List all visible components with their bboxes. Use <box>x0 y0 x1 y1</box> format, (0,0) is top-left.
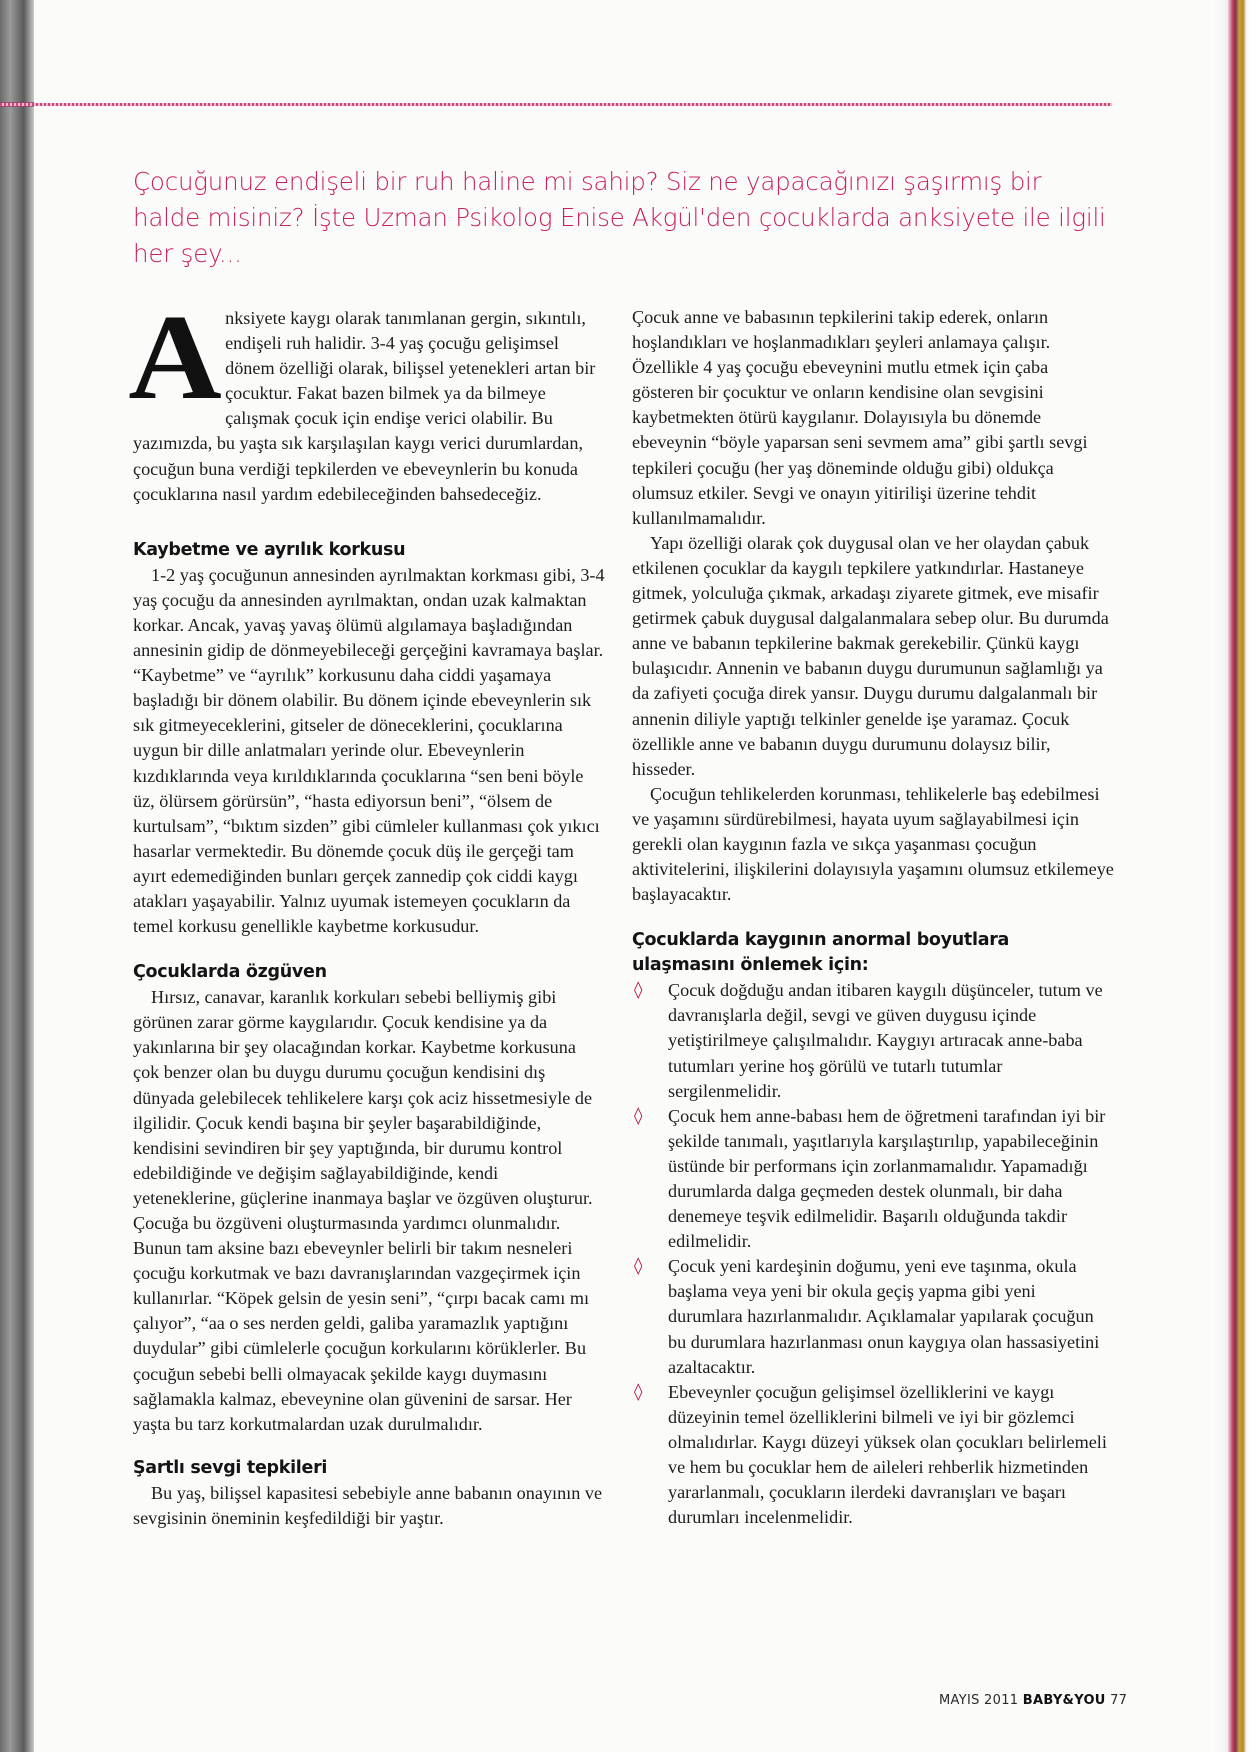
tip-text: Çocuk yeni kardeşinin doğumu, yeni eve taşınma, okula başlama veya yeni bir okula geçiş yapma gibi yeni durumlara hazırlanmalıdır. Açıklamalar yapılarak çocuğun bu durumlara hazırlanması onun kaygıya olan hassasiyetini azaltacaktır. <box>668 1256 1100 1377</box>
body-paragraph: Çocuğun tehlikelerden korunması, tehlikelerle baş edebilmesi ve yaşamını sürdürebilmesi, hayata uyum sağlayabilmesi için gerekli olan kaygının fazla ve sıkça yaşanması çocuğun aktivitelerini, ilişkilerini dolayısıyla yaşamını olumsuz etkilemeye başlayacaktır. <box>632 783 1114 905</box>
body-paragraph: Yapı özelliği olarak çok duygusal olan ve her olaydan çabuk etkilenen çocuklar da kaygılı tepkilere yatkındırlar. Hastaneye gitmek, yolculuğa çıkmak, arkadaşı ziyarete gitmek, eve misafir getirmek çabuk duygusal dalgalanmalara sebep olur. Bu durumda anne ve babanın tepkilerine bakmak gerekebilir. Çünkü kaygı bulaşıcıdır. Annenin ve babanın duygu durumunun sağlamlığı ya da zafiyeti çocuğa direk yansır. Duygu durumu dalgalanmalı bir annenin diliyle yaptığı telkinler genelde işe yaramaz. Çocuk özellikle anne ve babanın duygu durumunu dolaysız bilir, hisseder. <box>632 532 1109 779</box>
section-paragraph: Hırsız, canavar, karanlık korkuları sebebi belliymiş gibi görünen zarar görme kaygılarıdır. Çocuk kendisine ya da yakınlarına bir şey olacağından korkar. Kaybetme korkusuna çok benzer olan bu duygu durumu çocuğun kendisini dış dünyada gelebilecek tehlikelere karşı çok aciz hissetmesiyle de ilgilidir. Çocuk kendi başına bir şeyler başarabildiğinde, kendisini sevindiren bir şey yaptığında, bir durumu kontrol edebildiğinde ve değişim sağlayabildiğinde, kendi yeteneklerine, güçlerine inanmaya başlar ve özgüven oluşturur. Çocuğa bu özgüveni oluşturmasında yardımcı olunmalıdır. Bunun tam aksine bazı ebeveynler belirli bir takım nesneleri çocuğu korkutmak ve bazı davranışlarından vazgeçirmek için kullanırlar. “Köpek gelsin de yesin seni”, “çırpı bacak camı mı çalıyor”, “aa o ses nerden geldi, galiba yaramazlık yaptığını duydular” gibi cümlelerle çocuğun korkularını körüklerler. Bu çocuğun sebebi belli olmayacak şekilde kaygı duymasını sağlamakla kalmaz, ebeveynine olan güvenini de sarsar. Her yaşta bu tarz korkutmalardan uzak durulmalıdır. <box>133 987 593 1434</box>
spacer <box>632 907 1114 928</box>
left-column <box>128 290 605 1531</box>
spacer <box>133 1437 605 1456</box>
drop-cap: A <box>128 290 222 425</box>
right-column <box>632 305 1114 1530</box>
section-heading-kaybetme: Kaybetme ve ayrılık korkusu <box>133 539 406 560</box>
section-heading-ozguven: Çocuklarda özgüven <box>133 962 327 983</box>
page-footer <box>939 1693 1127 1708</box>
spacer <box>133 507 605 538</box>
diamond-bullet-icon: ◊ <box>634 1381 643 1402</box>
tip-item <box>632 1380 1114 1531</box>
page-number: 77 <box>1110 1693 1128 1708</box>
section-heading-sartli-sevgi: Şartlı sevgi tepkileri <box>133 1457 328 1478</box>
tip-text: Çocuk hem anne-babası hem de öğretmeni tarafından iyi bir şekilde tanımalı, yaşıtlarıyla karşılaştırılıp, yapabileceğinin üstünde bir performans için zorlanmamalıdır. Yapamadığı durumlarda dalga geçmeden destek olunmalı, bir daha denemeye teşvik edilmelidir. Başarılı olduğunda takdir edilmelidir. <box>668 1105 1106 1252</box>
body-paragraph: Çocuk anne ve babasının tepkilerini takip ederek, onların hoşlandıkları ve hoşlanmadıkları şeyleri anlamaya çalışır. Özellikle 4 yaş çocuğu ebeveynini mutlu etmek için çaba gösteren bir çocuktur ve onların kendisine olan sevgisini kaybetmekten ötürü kaygılanır. Dolayısıyla bu dönemde ebeveynin “böyle yaparsan seni sevmem ama” gibi şartlı sevgi tepkileri çocuğu (her yaş döneminde olduğu gibi) oldukça olumsuz etkiler. Sevgi ve onayın yitirilişi üzerine tehdit kullanılmamalıdır. <box>632 307 1088 528</box>
tips-list <box>632 978 1114 1530</box>
tip-item <box>632 1104 1114 1255</box>
diamond-bullet-icon: ◊ <box>634 1256 643 1277</box>
article-deck: Çocuğunuz endişeli bir ruh haline mi sahip? Siz ne yapacağınızı şaşırmış bir halde misiniz? İşte Uzman Psikolog Enise Akgül'den çocuklarda anksiyete ile ilgili her şey... <box>133 167 1106 268</box>
page-binding-shadow <box>0 0 34 1752</box>
tip-text: Ebeveynler çocuğun gelişimsel özelliklerini ve kaygı düzeyinin temel özelliklerini bilmeli ve iyi bir gözlemci olmalıdırlar. Kaygı düzeyi yüksek olan çocukları belirlemeli ve hem bu çocuklar hem de aileleri rehberlik hizmetinden yararlanmalı, çocukların ilerdeki davranışları ve başarı durumları incelenmelidir. <box>668 1381 1107 1528</box>
section-paragraph: Bu yaş, bilişsel kapasitesi sebebiyle anne babanın onayının ve sevgisinin öneminin keşfedildiği bir yaştır. <box>133 1482 603 1528</box>
tip-item <box>632 1254 1114 1379</box>
intro-text: nksiyete kaygı olarak tanımlanan gergin, sıkıntılı, endişeli ruh halidir. 3-4 yaş çocuğu gelişimsel dönem özelliği olarak, bilişsel yetenekleri artan bir çocuktur. Fakat bazen bilmek ya da bilmeye çalışmak çocuk için endişe verici olabilir. Bu yazımızda, bu yaşta sık karşılaşılan kaygı verici durumlardan, çocuğun buna verdiği tepkilerden ve ebeveynlerin bu konuda çocuklarına nasıl yardım edebileceğinden bahsedeceğiz. <box>133 308 596 504</box>
header-rule <box>0 103 1112 106</box>
issue-date: MAYIS 2011 <box>939 1693 1019 1708</box>
section-paragraph: 1-2 yaş çocuğunun annesinden ayrılmaktan korkması gibi, 3-4 yaş çocuğu da annesinden ayrılmaktan, ondan uzak kalmaktan korkar. Ancak, yavaş yavaş ölümü algılamaya başladığından annesinin gidip de dönmeyebileceği gerçeğini kavramaya başlar. “Kaybetme” ve “ayrılık” korkusunu daha ciddi yaşamaya başladığı bir dönem olabilir. Bu dönem içinde ebeveynlerin sık sık gitmeyeceklerini, gitseler de döneceklerini, çocuklarına uygun bir dille anlatmaları yerinde olur. Ebeveynlerin kızdıklarında veya kırıldıklarında çocuklarına “sen beni böyle üz, ölürsem görürsün”, “hasta ediyorsun beni”, “ölsem de kurtulsam”, “bıktım sizden” gibi cümleler kullanması çok yıkıcı hasarlar vermektedir. Bu dönemde çocuk düş ile gerçeği tam ayırt edemediğinden bunları gerçek zannedip çok ciddi kaygı atakları yaşayabilir. Yalnız uyumak istemeyen çocukların da temel korkusu genellikle kaybetme korkusudur. <box>133 564 605 937</box>
page-edge-stripes <box>1212 0 1250 1752</box>
diamond-bullet-icon: ◊ <box>634 1105 643 1126</box>
tips-heading: Çocuklarda kaygının anormal boyutlara ulaşmasını önlemek için: <box>632 930 1010 976</box>
intro-paragraph <box>128 290 605 507</box>
magazine-brand: BABY&YOU <box>1022 1693 1106 1708</box>
spacer <box>133 939 605 960</box>
diamond-bullet-icon: ◊ <box>634 980 643 1001</box>
tip-text: Çocuk doğduğu andan itibaren kaygılı düşünceler, tutum ve davranışlarla değil, sevgi ve güven duygusu içinde yetiştirilmeye çalışılmalıdır. Kaygıyı artıracak anne-baba tutumları yerine hoş görülü ve tutarlı tutumlar sergilenmelidir. <box>668 980 1103 1101</box>
tip-item <box>632 978 1114 1103</box>
